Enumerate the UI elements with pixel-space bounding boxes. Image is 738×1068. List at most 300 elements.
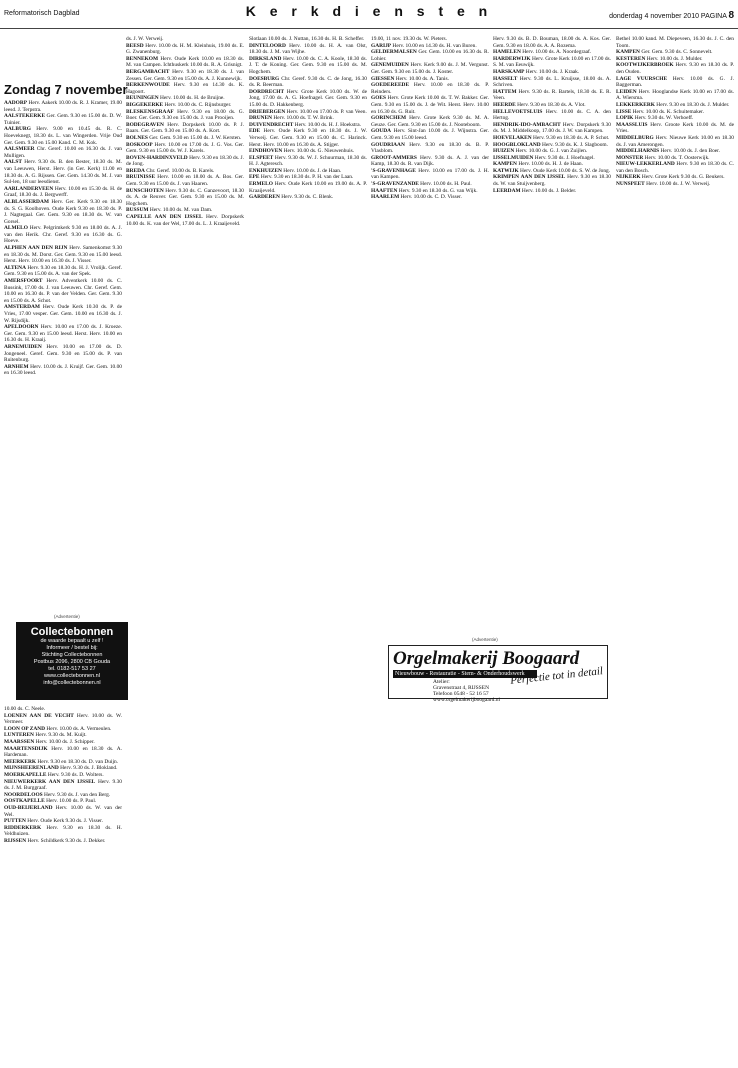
place-name: EPE xyxy=(249,174,260,181)
place-name: MONSTER xyxy=(616,154,644,161)
church-listing xyxy=(249,56,367,76)
service-details: Herv. Grote Kerk 9.30 ds. M. A. Geuze. Ger. Gem. 9.30 en 15.00 ds. J. Nooteboom. xyxy=(371,115,489,128)
church-listing xyxy=(371,155,489,168)
church-listing xyxy=(616,174,734,181)
church-listing xyxy=(126,207,244,214)
ad-address-line: Atelier: xyxy=(433,679,450,685)
place-name: HAMELEN xyxy=(493,49,521,56)
place-name: LOENEN AAN DE VECHT xyxy=(4,712,74,719)
service-details: Herv. 10.00 ds. G. J. Baggerman. xyxy=(616,75,734,89)
place-name: RIDDERKERK xyxy=(4,824,42,831)
church-listing xyxy=(126,95,244,102)
place-name: BERKENWOUDE xyxy=(126,82,170,89)
service-details: Herv. 10.00 en 18.00 ds. A. Bos. Ger. Gem. 9.30 en 15.00 ds. J. van Haaren. xyxy=(126,174,244,188)
page-header xyxy=(0,0,738,29)
church-listing xyxy=(249,115,367,122)
place-name: DORDRECHT xyxy=(249,88,285,95)
church-listing xyxy=(4,344,122,364)
place-name: OUD-BEIJERLAND xyxy=(4,804,53,811)
place-name: ARNHEM xyxy=(4,363,29,370)
service-details: Herv. 10.00 ds. G. Nieuwenhuis. xyxy=(282,148,355,155)
service-details: Herv. 10.00 ds. W. van der Wel. xyxy=(4,804,122,818)
church-listing xyxy=(4,818,122,825)
place-name: LOON OP ZAND xyxy=(4,725,46,732)
service-details: Herv. 9.30 ds. J. Blokland. xyxy=(58,765,118,772)
service-details: Chr. Geref. 10.00 ds. B. Karels. xyxy=(144,167,215,174)
service-details: Herv. Nieuwe Kerk 10.00 en 18.30 ds. J. van Amerongen. xyxy=(616,134,734,148)
place-name: OOSTKAPELLE xyxy=(4,798,45,805)
place-name: HOOGBLOKLAND xyxy=(493,141,541,148)
service-details: Herv. 9.30 en 18.30 ds. P. H. van der Laan. xyxy=(259,174,354,181)
church-listing xyxy=(4,805,122,818)
ad-title: Collectebonnen xyxy=(30,626,114,638)
place-name: ERMELO xyxy=(249,181,273,188)
ad-address-line: Gravenstraat 4, RIJSSEN xyxy=(433,685,490,691)
service-details: Ger. Gem. 9.30 ds. C. Sonnevelt. xyxy=(639,49,713,56)
service-details: Herv. 9.30 ds. M. Kuijt. xyxy=(33,732,87,739)
service-details: Herv. 10.00 ds. C. A. den Hertog. xyxy=(493,108,611,122)
church-listing xyxy=(126,214,244,227)
place-name: HELLEVOETSLUIS xyxy=(493,108,543,115)
church-listing xyxy=(126,109,244,122)
place-name: BOVEN-HARDINXVELD xyxy=(126,154,188,161)
orgelmakerij-ad[interactable] xyxy=(388,645,608,703)
service-details: Herv. 9.30 ds. J. M. Burggraaf. xyxy=(4,778,122,792)
service-details: Herv. 9.30 ds. B. den Bester, 18.30 ds. M. van Leeuwen, Herst. Herv. (in Ger. Kerk) 11.00 en 18.30 ds. A. G. Rijssen. Ger. Gem. 14.30 ds. M. J. van Sul-len, 18 uur leesdienst. xyxy=(4,159,122,186)
church-listing xyxy=(371,43,489,50)
church-listing xyxy=(4,159,122,185)
service-details: Bethel 10.00 kand. M. Diepeveen, 16.30 ds. J. C. den Toom. xyxy=(616,36,734,49)
place-name: KRIMPEN AAN DEN IJSSEL xyxy=(493,174,566,181)
church-listing xyxy=(493,188,611,195)
church-listing xyxy=(4,225,122,245)
place-name: NIEUWERKERK AAN DEN IJSSEL xyxy=(4,778,96,785)
service-details: Herv. 9.30 ds. C. Ganzevoort, 18.30 ds. A. de Reuver. Ger. Gem. 9.30 en 15.00 ds. M. Hogchem. xyxy=(126,187,244,207)
church-listing xyxy=(371,128,489,141)
church-listing xyxy=(4,726,122,733)
church-listing xyxy=(126,69,244,82)
church-listing xyxy=(493,76,611,89)
service-details: Herv. 10.00 en 17.00 ds. J. G. Vos. Ger. Gem. 9.30 en 15.00 ds. W. J. Karels. xyxy=(126,141,244,155)
church-listing xyxy=(4,265,122,278)
church-listing xyxy=(249,168,367,175)
place-name: IJSSELMUIDEN xyxy=(493,154,534,161)
place-name: HAARLEM xyxy=(371,194,400,201)
service-details: Herv. 10.00 ds. H. J. Hoekstra. xyxy=(293,121,361,128)
ad-line: Postbus 2096, 2800 CB Gouda xyxy=(33,659,111,665)
church-listing xyxy=(371,82,489,95)
service-details: Herv. 10.00 ds. H. J. de Haan. xyxy=(516,161,583,168)
place-name: DUIVENDRECHT xyxy=(249,121,294,128)
service-details: Herv. Oude Kerk 9.30 en 18.30 ds. J. W. Verweij. Ger. Gem. 9.30 en 15.00 ds. C. Harinck. Herst. Herv. 10.00 en 16.30 ds. A. Stijger. xyxy=(249,128,367,148)
church-listing xyxy=(493,89,611,102)
service-details: Herv. 9.30 ds. C. Blenk. xyxy=(279,194,334,201)
church-listing xyxy=(249,36,367,43)
place-name: MIDDELBURG xyxy=(616,134,654,141)
church-listing xyxy=(616,76,734,89)
service-details: Herv. 9.30 en 18.30 ds. H. Veldhuizen. xyxy=(4,824,122,838)
church-listing xyxy=(249,148,367,155)
place-name: HENDRIK-IDO-AMBACHT xyxy=(493,121,561,128)
church-listing xyxy=(4,126,122,146)
church-listing xyxy=(4,772,122,779)
service-details: Herv. 10.00 en 17.00 ds. J. Kroeze. Ger. Gem. 9.30 en 15.00 leesd. Herst. Herv. 10.00 en 16.30 ds. H. Kraaij. xyxy=(4,324,122,344)
church-listing xyxy=(616,135,734,148)
place-name: ALMELO xyxy=(4,225,28,232)
service-details: Herv. 10.00 ds. J. Mulder. xyxy=(645,55,703,62)
service-details: Herv. Oude Kerk 10.00 ds. S. W. de Jong. xyxy=(518,167,611,174)
place-name: CAPELLE AAN DEN IJSSEL xyxy=(126,214,203,221)
service-details: Herv. 9.30 en 18.30 ds. D. van Duijn. xyxy=(36,758,119,765)
place-name: 'S-GRAVENHAGE xyxy=(371,167,416,174)
church-listing xyxy=(249,194,367,201)
church-listing xyxy=(493,155,611,162)
place-name: MAASSLUIS xyxy=(616,121,648,128)
church-listing xyxy=(4,746,122,759)
place-name: BEUNINGEN xyxy=(126,95,159,102)
service-details: Herv. 9.30 ds. J. van den Berg. xyxy=(42,791,111,798)
service-details: Herv. Oude Kerk 10.30 ds. P. de Vries, 17.00 vesper. Ger. Gem. 10.00 en 16.30 ds. J. W. Rijsdijk. xyxy=(4,304,122,324)
church-listing xyxy=(126,36,244,43)
service-details: Herv. 10.00 ds. T. W. Brink. xyxy=(272,115,334,122)
place-name: DRIEBERGEN xyxy=(249,108,286,115)
place-name: ALTENA xyxy=(4,264,26,271)
service-details: 19.00, 11 nov. 19.30 ds. W. Pieters. xyxy=(371,36,447,42)
service-details: Herv. 9.30 en 18.30 ds. A. Vlot. xyxy=(515,101,586,108)
service-details: Herv. Dorpskerk 10.00 ds. K. van der Wel, 17.00 ds. L. J. Kraaijeveld. xyxy=(126,214,244,227)
service-details: Herv. 9.30 en 18.30 ds. P. den Ouden. xyxy=(616,62,734,75)
service-details: ds. J. W. Verweij. xyxy=(126,36,164,42)
service-details: Herv. Dorpskerk 9.30 ds. M. J. Middelkoop, 17.00 ds. J. W. van Kampen. xyxy=(493,121,611,135)
service-details: Herv. 10.00 en 18.30 ds. A. Hardeman. xyxy=(4,745,122,759)
place-name: AALBURG xyxy=(4,126,31,133)
place-name: BIGGEKERKE xyxy=(126,101,164,108)
service-details: Herv. 9.30 en 18.30 ds. H. J. Vrolijk. Geref. Gem. 9.30 en 15.00 ds. A. van der Spek. xyxy=(4,264,122,278)
place-name: GELDERMALSEN xyxy=(371,49,417,56)
ad-slogan: Perfectie tot in detail xyxy=(509,665,604,687)
place-name: MAARTENSDIJK xyxy=(4,745,48,752)
service-details: Herv. 9.30 en 18.30 ds. J. de Jong. xyxy=(126,154,244,168)
service-details: Herv. 10.00 ds. C. Rijnsburger. xyxy=(163,101,232,108)
service-details: Herv. Sint-Jan 10.00 ds. J. Wijnstra. Ger. Gem. 9.30 en 15.00 leesd. xyxy=(371,128,489,141)
page-date-number: donderdag 4 november 2010 PAGINA 8 xyxy=(609,10,734,21)
church-listing xyxy=(616,36,734,49)
place-name: BERGAMBACHT xyxy=(126,68,170,75)
listing-column xyxy=(371,36,489,636)
place-name: MIDDELHARNIS xyxy=(616,148,660,155)
service-details: Herv. 10.00 ds. H. A. van Olst, 18.30 ds. J. M. van Wijhe. xyxy=(249,42,367,56)
church-listing xyxy=(4,765,122,772)
service-details: Herv. 10.00 ds. T. Oosterwijk. xyxy=(643,154,710,161)
church-listing xyxy=(126,102,244,109)
ad-address xyxy=(433,679,500,703)
place-name: LOPIK xyxy=(616,115,634,122)
church-listing xyxy=(371,168,489,181)
service-details: Chr. Geref. 9.30 ds. C. de Jong, 16.30 ds. R. Beerman. xyxy=(249,75,367,89)
church-listing xyxy=(4,706,122,713)
day-heading: Zondag 7 november xyxy=(4,82,128,97)
church-listing xyxy=(249,89,367,109)
ad-address-line: www.orgelmakerijboogaard.nl xyxy=(433,697,501,703)
church-listing xyxy=(4,759,122,766)
listing-column xyxy=(4,100,122,608)
place-name: HUIZEN xyxy=(493,148,515,155)
service-details: Herv. 9.30 ds. B. D. Bouman, 18.00 ds. A. Kos. Ger. Gem. 9.30 en 18.00 ds. A. A. Rozema. xyxy=(493,36,611,49)
church-listing xyxy=(126,155,244,168)
church-listing xyxy=(4,739,122,746)
service-details: Herv. 9.30 en 18.30 ds. A. P. Schot. xyxy=(531,134,610,141)
listing-column xyxy=(126,36,244,1060)
place-name: GOEDEREEDE xyxy=(371,82,410,89)
place-name: RIJSSEN xyxy=(4,837,27,844)
place-name: DRUNEN xyxy=(249,115,273,122)
church-listing xyxy=(616,56,734,63)
church-listing xyxy=(616,161,734,174)
place-name: GARIJP xyxy=(371,42,392,49)
service-details: Slotlaan 10.00 ds. J. Nuttan, 16.30 ds. H. B. Scheffer. xyxy=(249,36,365,42)
church-listing xyxy=(616,122,734,135)
service-details: Herv. Hooglandse Kerk 10.00 en 17.00 ds. A. Wiersma. xyxy=(616,88,734,102)
ad-text xyxy=(16,638,128,687)
place-name: LAGE VUURSCHE xyxy=(616,75,668,82)
place-name: HARSKAMP xyxy=(493,68,525,75)
service-details: Herv. 10.00 ds. J. W. Verweij. xyxy=(644,181,711,188)
ad-line: Stichting Collectebonnen xyxy=(41,652,103,658)
place-name: ALBLASSERDAM xyxy=(4,198,49,205)
church-listing xyxy=(493,102,611,109)
place-name: AALSMEER xyxy=(4,146,35,153)
listing-column xyxy=(616,36,734,1060)
service-details: Herv. Adventkerk 10.00 ds. C. Bussink, 17.00 ds. J. van Leeuwen. Chr. Geref. Gem. 10.00 en 16.30 ds. P. van der Velden. Ger. Gem. 9.30 en 15.00 ds. A. Schot. xyxy=(4,278,122,304)
service-details: Herv. Oude Kerk 10.00 en 18.30 ds. M. van Campen. Ichthuskerk 10.00 ds. R. A. Grisnigt. xyxy=(126,55,244,69)
church-listing xyxy=(249,76,367,89)
service-details: Herv. Grote Kerk 10.00 ds. W. de Jong, 17.00 ds. A. G. Hoefnagel. Ger. Gem. 9.30 en 15.00 ds. D. Hakkenberg. xyxy=(249,88,367,108)
service-details: Herv. Samenkomst 9.30 en 18.30 ds. M. Dorst. Ger. Gem. 9.30 en 15.00 leesd. Herst. Herv. 10.00 en 16.30 ds. J. Visser. xyxy=(4,245,122,265)
church-listing xyxy=(249,109,367,116)
service-details: Herv. 9.30 ds. R. Bartels, 18.30 ds. E. R. Veen. xyxy=(493,88,611,102)
place-name: GOUDA xyxy=(371,128,392,135)
place-name: MIJNSHEERENLAND xyxy=(4,765,59,772)
church-listing xyxy=(493,135,611,142)
place-name: HATTEM xyxy=(493,88,517,95)
church-listing xyxy=(4,199,122,225)
service-details: Herv. 10.00 en 15.30 ds. H. de Graaf, 18.30 ds. J. Bergwerff. xyxy=(4,185,122,199)
place-name: GIESSEN xyxy=(371,75,395,82)
church-listing xyxy=(4,186,122,199)
church-listing xyxy=(126,56,244,69)
ad-line: Informeer / bestel bij: xyxy=(46,645,98,651)
church-listing xyxy=(616,181,734,188)
service-details: Herv. Pelgrimkerk 9.30 en 18.00 ds. A. J. van den Herik. Chr. Geref. 9.30 en 16.30 ds. G. Hoeve. xyxy=(4,225,122,245)
listing-column xyxy=(249,36,367,1060)
service-details: Herv. 10.00 ds. G. J. van Zuijlen. xyxy=(514,148,588,155)
church-listing xyxy=(493,174,611,187)
church-listing xyxy=(616,62,734,75)
place-name: BUSSUM xyxy=(126,207,149,214)
church-listing xyxy=(371,95,489,115)
place-name: NUNSPEET xyxy=(616,181,645,188)
service-details: Herv. Oude Kerk 10.00 en 19.00 ds. A. P. Kraaijeveld. xyxy=(249,181,367,194)
place-name: KOOTWIJKERBROEK xyxy=(616,62,674,69)
church-listing xyxy=(4,792,122,799)
service-details: Herv. Kerk 9.00 ds. J. M. Vergunst. Ger. Gem. 9.30 en 15.00 ds. J. Koster. xyxy=(371,62,489,75)
service-details: Herv. 9.30 ds. W. J. Schuurman, 18.30 ds. H. J. Agteresch. xyxy=(249,154,367,168)
place-name: AMERSFOORT xyxy=(4,278,43,285)
service-details: Herv. 10.00 ds. K. Schuitemaker. xyxy=(631,108,705,115)
service-details: Herv. 10.00 ds. C. D. Visser. xyxy=(399,194,462,201)
place-name: HAAFTEN xyxy=(371,187,398,194)
service-details: Herv. 9.30 en 18.30 ds. J. van Zessen. Ger. Gem. 9.30 en 15.00 ds. A. J. Kunnewijk. xyxy=(126,68,244,82)
church-listing xyxy=(4,304,122,324)
service-details: Herv. 10.00 en 17.00 ds. P. van Veen. xyxy=(285,108,367,115)
service-details: Herv. 9.30 ds. J. Hoefnagel. xyxy=(533,154,595,161)
place-name: BREDA xyxy=(126,167,145,174)
service-details: Herv. 10.00 ds. C. A. Koole, 18.30 ds. J. T. de Koning. Ger. Gem. 9.30 en 15.00 ds. M. Hogchem. xyxy=(249,55,367,75)
ad-label: (Advertentie) xyxy=(472,637,498,642)
place-name: BUNSCHOTEN xyxy=(126,187,164,194)
church-listing xyxy=(371,49,489,62)
service-details: Herv. Schildkerk 9.30 ds. J. Dekker. xyxy=(26,837,106,844)
church-listing xyxy=(493,122,611,135)
place-name: GARDEREN xyxy=(249,194,280,201)
service-details: Herv. 10.00 ds. J. Schipper. xyxy=(34,738,95,745)
service-details: Herv. 10.00 ds. H. de Bruijne. xyxy=(158,95,225,102)
church-listing xyxy=(4,146,122,159)
place-name: AMSTERDAM xyxy=(4,304,40,311)
church-listing xyxy=(616,148,734,155)
church-listing xyxy=(4,713,122,726)
place-name: KATWIJK xyxy=(493,167,519,174)
church-listing xyxy=(371,115,489,128)
place-name: PUTTEN xyxy=(4,818,26,825)
service-details: Herv. Grote Kerk 10.00 en 17.00 ds. S. M. van Eeuwijk. xyxy=(493,55,611,69)
place-name: GOES xyxy=(371,95,386,102)
ad-subtitle: Nieuwbouw - Restauratie - Stem- & Onderhoudswerk xyxy=(393,670,537,678)
place-name: LEERDAM xyxy=(493,187,521,194)
place-name: NIJKERK xyxy=(616,174,641,181)
place-name: AALSTEKERKE xyxy=(4,113,46,120)
service-details: Herv. 10.00 ds. J. de Haan. xyxy=(281,167,342,174)
church-listing xyxy=(371,62,489,75)
church-listing xyxy=(249,174,367,181)
church-listing xyxy=(4,324,122,344)
service-details: Herv. Aakerk 10.00 ds. R. J. Kramer, 19.00 leesd. J. Terpstra. xyxy=(4,100,122,113)
service-details: Herv. 10.00 ds. J. Kraak. xyxy=(524,68,580,75)
church-listing xyxy=(493,148,611,155)
place-name: GENEMUIDEN xyxy=(371,62,409,69)
place-name: KAMPEN xyxy=(493,161,517,168)
place-name: NOORDELOOS xyxy=(4,791,43,798)
place-name: ELSPEET xyxy=(249,154,274,161)
service-details: Herv. 10.00 en 14.30 ds. H. van Buren. xyxy=(391,42,477,49)
service-details: Herv. Groote Kerk 10.00 ds. M. de Vries. xyxy=(616,121,734,135)
place-name: KESTEREN xyxy=(616,55,646,62)
church-listing xyxy=(4,779,122,792)
place-name: LISSE xyxy=(616,108,632,115)
place-name: ENKHUIZEN xyxy=(249,167,282,174)
church-listing xyxy=(616,115,734,122)
service-details: Herv. 9.30 en 18.30 ds. G. van Wijk. xyxy=(397,187,478,194)
church-listing xyxy=(126,142,244,155)
place-name: BLESKENSGRAAF xyxy=(126,108,174,115)
church-listing xyxy=(493,36,611,49)
church-listing xyxy=(371,142,489,155)
church-listing xyxy=(4,732,122,739)
church-listing xyxy=(4,798,122,805)
service-details: Herv. 9.30 en 18.00 ds. G. Boer. Ger. Gem. 9.30 en 15.00 ds. J. van Prooijen. xyxy=(126,108,244,122)
church-listing xyxy=(371,76,489,83)
church-listing xyxy=(371,194,489,201)
place-name: LEKKERKERK xyxy=(616,101,655,108)
service-details: Herv. 10.00 ds. H. M. Kleinhuis, 19.00 ds. E. G. Zwanenburg. xyxy=(126,42,244,56)
church-listing xyxy=(493,168,611,175)
service-details: Herv. 10.00 en 17.00 ds. J. H. van Kampen. xyxy=(371,167,489,181)
church-listing xyxy=(249,155,367,168)
church-listing xyxy=(493,109,611,122)
place-name: BOSKOOP xyxy=(126,141,153,148)
service-details: Herv. 10.00 ds. H. Paul. xyxy=(418,181,472,188)
service-details: Herv. 9.00 en 10.45 ds. R. C. Hoeveknegt, 18.30 ds. L. van Wingerden. Vrije Oud Ger. Gem. 9.30 en 15.00 Kand. C. M. Kok. xyxy=(4,126,122,146)
church-listing xyxy=(4,278,122,304)
church-listing xyxy=(616,49,734,56)
service-details: Herv. Dorpskerk 10.00 ds. P. J. Baars. Ger. Gem. 9.30 en 15.00 ds. A. Kort. xyxy=(126,121,244,135)
church-listing xyxy=(249,181,367,194)
place-name: KAMPEN xyxy=(616,49,640,56)
listing-column xyxy=(4,706,122,1062)
church-listing xyxy=(126,122,244,135)
church-listing xyxy=(4,364,122,377)
listing-column xyxy=(493,36,611,636)
place-name: MEERKERK xyxy=(4,758,37,765)
service-details: Herv. 10.00 ds. J. Belder. xyxy=(520,187,577,194)
service-details: Herv. Grote Kerk 9.30 ds. G. Beukers. xyxy=(640,174,725,181)
place-name: AARLANDERVEEN xyxy=(4,185,54,192)
newspaper-name: Reformatorisch Dagblad xyxy=(4,10,80,17)
ad-company-name: Orgelmakerij Boogaard xyxy=(393,648,580,669)
place-name: LUNTEREN xyxy=(4,732,34,739)
service-details: Herv. 10.00 ds. A. Tanis. xyxy=(394,75,449,82)
service-details: Herv. 10.00 ds. M. van Dam. xyxy=(148,207,213,214)
collectebonnen-ad[interactable] xyxy=(16,622,128,700)
church-listing xyxy=(371,36,489,43)
place-name: 'S-GRAVENZANDE xyxy=(371,181,419,188)
service-details: Herv. 10.00 ds. A. Noordegraaf. xyxy=(520,49,592,56)
church-listing xyxy=(249,128,367,148)
place-name: BENNEKOM xyxy=(126,55,159,62)
service-details: Chr. Geref. 10.00 en 16.30 ds. J. van Mulligen. xyxy=(4,146,122,159)
church-listing xyxy=(4,245,122,265)
service-details: Herv. 9.30 ds. A. J. van der Kamp, 18.30 ds. R. van Dijk. xyxy=(371,154,489,168)
service-details: Herv. 10.00 en 17.00 ds. D. Jongeneel. Geref. Gem. 9.30 en 15.00 ds. P. van Ruitenburg. xyxy=(4,343,122,364)
church-listing xyxy=(4,838,122,845)
church-listing xyxy=(371,181,489,188)
place-name: BEESD xyxy=(126,42,144,49)
service-details: Herv. 9.30 en 18.30 ds. J. Mulder. xyxy=(654,101,730,108)
service-details: Ger. Gem. 9.30 en 15.00 ds. J. W. Kersten. xyxy=(147,134,242,141)
church-listing xyxy=(493,69,611,76)
service-details: Herv. 9.30 en 14.30 ds. K. Hagoort. xyxy=(126,82,244,95)
service-details: Herv. 9.30 ds. D. Wolters. xyxy=(46,771,104,778)
church-listing xyxy=(4,113,122,126)
place-name: HARDERWIJK xyxy=(493,55,531,62)
place-name: DINTELOORD xyxy=(249,42,286,49)
place-name: AALST xyxy=(4,159,22,166)
place-name: DOESBURG xyxy=(249,75,280,82)
place-name: ARNEMUIDEN xyxy=(4,343,42,350)
place-name: DIRKSLAND xyxy=(249,55,282,62)
place-name: BODEGRAVEN xyxy=(126,121,164,128)
ad-label: (Advertentie) xyxy=(54,614,80,619)
